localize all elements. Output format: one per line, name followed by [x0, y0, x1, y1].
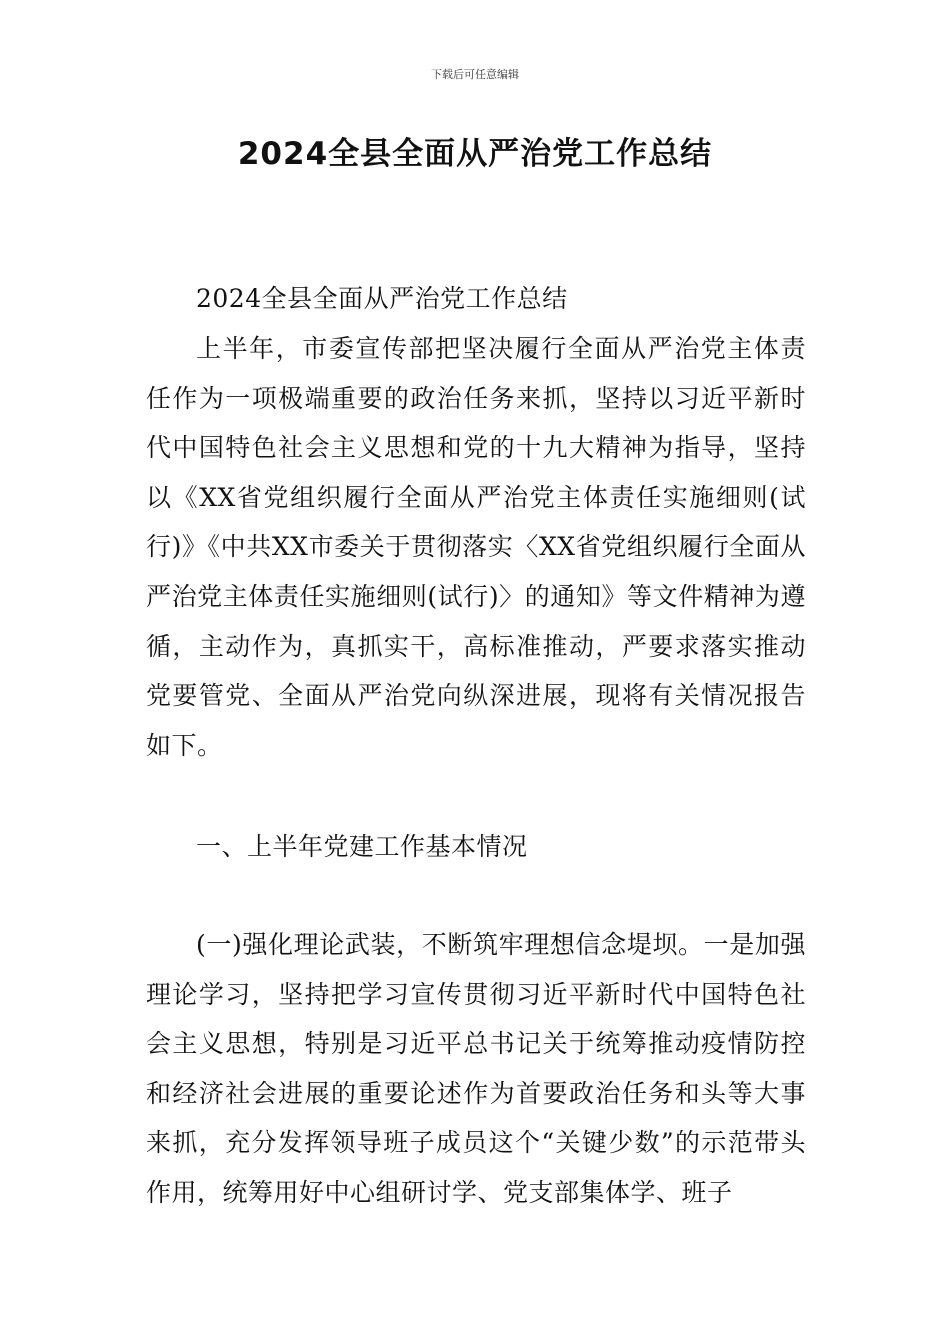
document-subtitle: 2024全县全面从严治党工作总结: [196, 284, 568, 313]
header-note: 下载后可任意编辑: [431, 68, 519, 81]
document-title: 2024全县全面从严治党工作总结: [237, 136, 713, 172]
intro-paragraph: 上半年，市委宣传部把坚决履行全面从严治党主体责任作为一项极端重要的政治任务来抓，坚持以习近平新时代中国特色社会主义思想和党的十九大精神为指导，坚持以《XX省党组织履行全面从严治党主体责任实施细则(试行)》《中共XX市委关于贯彻落实〈XX省党组织履行全面从严治党主体责任实施细则(试行)〉的通知》等文件精神为遵循，主动作为，真抓实干，高标准推动，严要求落实推动党要管党、全面从严治党向纵深进展，现将有关情况报告如下。: [146, 334, 806, 760]
subsection-paragraph-1: (一)强化理论武装，不断筑牢理想信念堤坝。一是加强理论学习，坚持把学习宣传贯彻习近平新时代中国特色社会主义思想，特别是习近平总书记关于统筹推动疫情防控和经济社会进展的重要论述作为首要政治任务和头等大事来抓，充分发挥领导班子成员这个“关键少数”的示范带头作用，统筹用好中心组研讨学、党支部集体学、班子: [146, 930, 806, 1207]
section-heading-1: 一、上半年党建工作基本情况: [196, 832, 528, 861]
